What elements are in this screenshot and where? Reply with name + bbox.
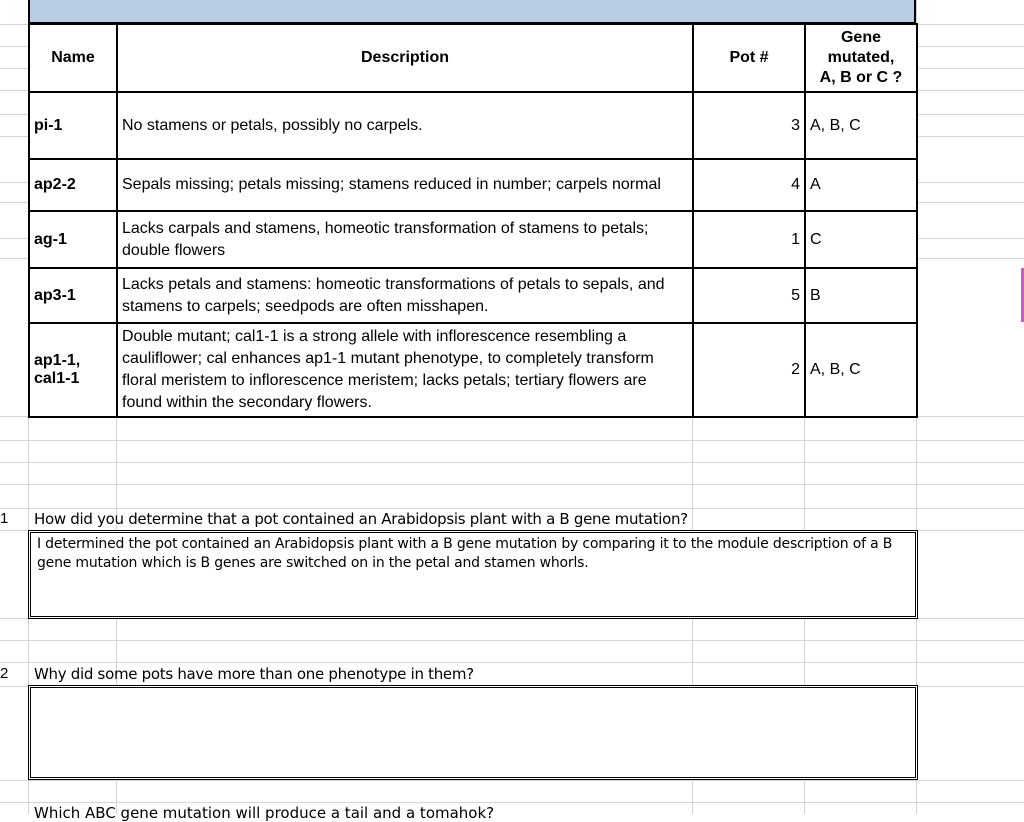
answer-1-box[interactable]: I determined the pot contained an Arabidopsis plant with a B gene mutation by comparing it to the module description of a B gene mutation which is B genes are switched on in the petal and stamen whorls. bbox=[28, 530, 918, 619]
answer-2-box[interactable] bbox=[28, 685, 918, 780]
header-description[interactable]: Description bbox=[117, 24, 693, 92]
cell-gene[interactable]: B bbox=[805, 268, 917, 323]
header-gene-line1: Gene bbox=[840, 29, 881, 46]
cell-name[interactable]: ap2-2 bbox=[29, 159, 117, 211]
cell-gene[interactable]: A, B, C bbox=[805, 92, 917, 159]
table-row bbox=[29, 159, 917, 211]
mutant-table bbox=[28, 23, 918, 418]
table-row bbox=[29, 211, 917, 268]
cell-description[interactable]: Double mutant; cal1-1 is a strong allele with inflorescence resembling a cauliflower; cal enhances ap1-1 mutant phenotype, to completely transform floral meristem to inflorescence meristem; lacks petals; tertiary flowers are found within the secondary flowers. bbox=[117, 323, 693, 417]
header-gene-line2: mutated, bbox=[827, 49, 895, 66]
question-3-text-cutoff[interactable]: Which ABC gene mutation will produce a tail and a tomahok? bbox=[34, 804, 495, 822]
table-row bbox=[29, 92, 917, 159]
header-gene-line3: A, B or C ? bbox=[819, 69, 903, 86]
cell-gene[interactable]: A, B, C bbox=[805, 323, 917, 417]
cell-pot[interactable]: 2 bbox=[693, 323, 805, 417]
question-2-text[interactable]: Why did some pots have more than one phenotype in them? bbox=[34, 665, 474, 683]
header-pot[interactable]: Pot # bbox=[693, 24, 805, 92]
question-2-number: 2 bbox=[0, 665, 9, 682]
cell-pot[interactable]: 4 bbox=[693, 159, 805, 211]
question-1-number: 1 bbox=[0, 510, 9, 527]
cell-name[interactable]: pi-1 bbox=[29, 92, 117, 159]
cell-pot[interactable]: 1 bbox=[693, 211, 805, 268]
cell-name[interactable]: ag-1 bbox=[29, 211, 117, 268]
cell-name[interactable]: ap1-1, cal1-1 bbox=[29, 323, 117, 417]
cell-pot[interactable]: 3 bbox=[693, 92, 805, 159]
cell-description[interactable]: Lacks carpals and stamens, homeotic transformation of stamens to petals; double flowers bbox=[117, 211, 693, 268]
table-row bbox=[29, 323, 917, 417]
header-name[interactable]: Name bbox=[29, 24, 117, 92]
header-gene-mutated[interactable] bbox=[805, 24, 917, 92]
cell-gene[interactable]: C bbox=[805, 211, 917, 268]
cell-pot[interactable]: 5 bbox=[693, 268, 805, 323]
cell-gene[interactable]: A bbox=[805, 159, 917, 211]
table-row bbox=[29, 268, 917, 323]
cell-description[interactable]: No stamens or petals, possibly no carpels. bbox=[117, 92, 693, 159]
cell-name[interactable]: ap3-1 bbox=[29, 268, 117, 323]
cell-description[interactable]: Lacks petals and stamens: homeotic transformations of petals to sepals, and stamens to carpels; seedpods are often misshapen. bbox=[117, 268, 693, 323]
question-1-text[interactable]: How did you determine that a pot contained an Arabidopsis plant with a B gene mutation? bbox=[34, 510, 688, 528]
table-header-row bbox=[29, 24, 917, 92]
table-header-band bbox=[28, 0, 916, 24]
cell-description[interactable]: Sepals missing; petals missing; stamens reduced in number; carpels normal bbox=[117, 159, 693, 211]
